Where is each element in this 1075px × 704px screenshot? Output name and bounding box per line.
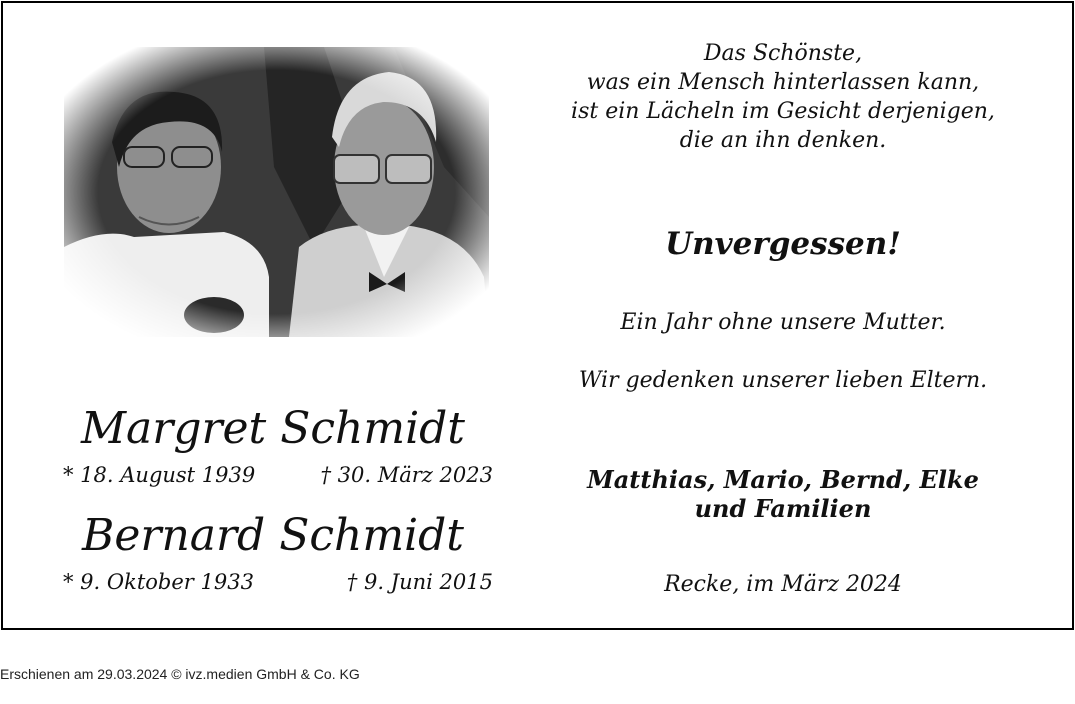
message-line: Wir gedenken unserer lieben Eltern. [578, 368, 988, 393]
birth-date: * 9. Oktober 1933 [63, 570, 254, 594]
place-date: Recke, im März 2024 [664, 572, 902, 597]
birth-date: * 18. August 1939 [63, 463, 256, 487]
obituary-card [1, 1, 1074, 630]
quote-line: Das Schönste, [703, 41, 863, 66]
publication-footer: Erschienen am 29.03.2024 © ivz.medien GmbH & Co. KG [0, 666, 360, 682]
quote-line: die an ihn denken. [679, 128, 887, 153]
message-line: Ein Jahr ohne unsere Mutter. [620, 310, 946, 335]
couple-photo-illustration [64, 47, 489, 337]
death-date: † 30. März 2023 [320, 463, 493, 487]
person-name: Bernard Schmidt [82, 510, 464, 561]
couple-photo [64, 47, 489, 337]
quote-line: ist ein Lächeln im Gesicht derjenigen, [571, 99, 995, 124]
memorial-quote [563, 39, 1003, 155]
family-line: und Familien [694, 494, 872, 523]
person-name: Margret Schmidt [81, 403, 465, 454]
quote-line: was ein Mensch hinterlassen kann, [586, 70, 980, 95]
family-line: Matthias, Mario, Bernd, Elke [587, 465, 979, 494]
family-signature [563, 465, 1003, 523]
death-date: † 9. Juni 2015 [346, 570, 493, 594]
headline: Unvergessen! [665, 226, 901, 262]
